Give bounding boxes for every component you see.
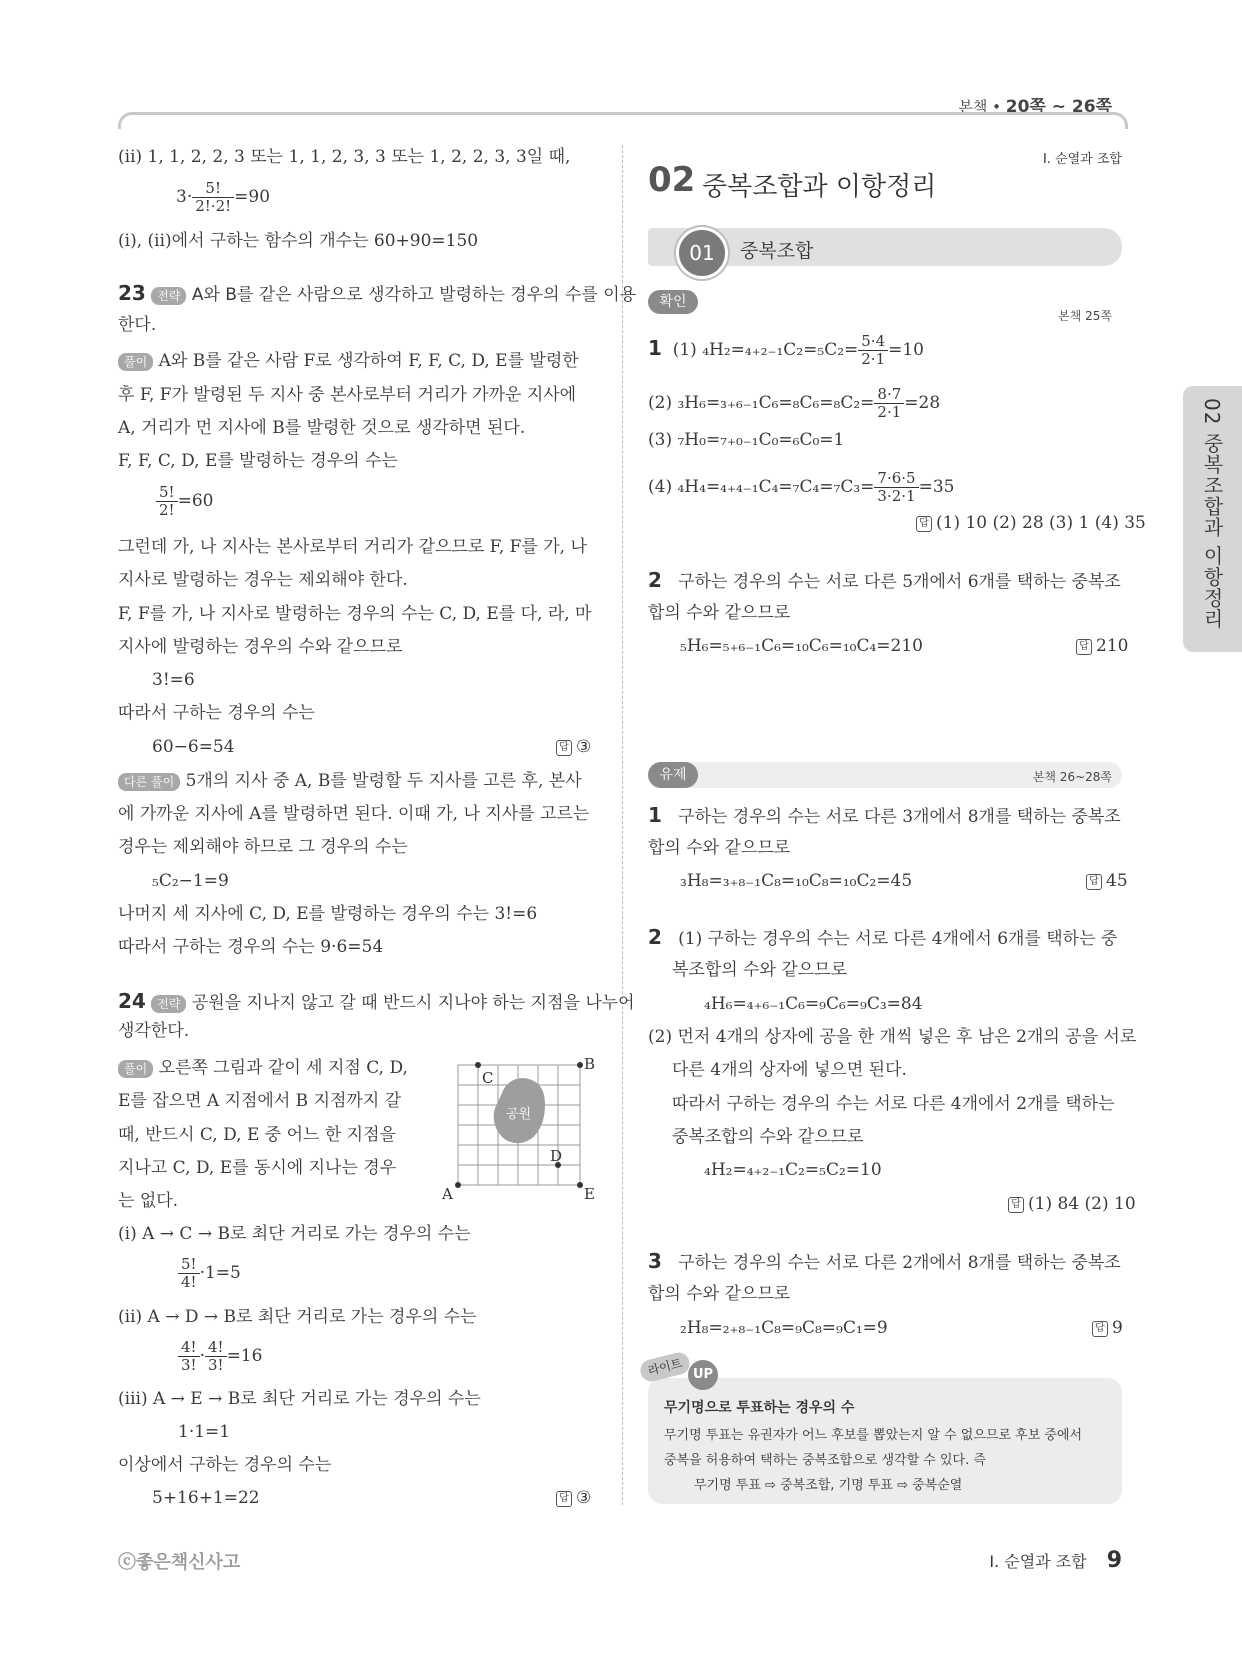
formula-line: (2) ₃H₆=₃₊₆₋₁C₆=₈C₆=₈C₂= $\frac{8\cdot 7}{2\cdot 1}$ =28: [648, 385, 941, 421]
park-label: 공원: [506, 1107, 532, 1122]
solution-tag: 풀이: [118, 353, 153, 371]
confirm-tag: 확인: [648, 290, 698, 314]
text-line: 중복조합의 수와 같으므로: [672, 1127, 864, 1147]
column-divider: [622, 145, 623, 1505]
tip-text: 중복을 허용하여 택하는 중복조합으로 생각할 수 있다. 즉: [664, 1453, 986, 1468]
answer-mark: 답 ③: [556, 1487, 591, 1509]
text-line: 생각한다.: [118, 1021, 190, 1041]
text-line: 그런데 가, 나 지사는 본사로부터 거리가 같으므로 F, F를 가, 나: [118, 537, 587, 557]
text-line: 한다.: [118, 315, 157, 335]
text-line: 지사에 발령하는 경우의 수와 같으므로: [118, 637, 403, 657]
formula-line: (4) ₄H₄=₄₊₄₋₁C₄=₇C₄=₇C₃= $\frac{7\cdot 6\cdot 5}{3\cdot 2\cdot 1}$ =35: [648, 469, 955, 505]
text-line: 따라서 구하는 경우의 수는: [118, 703, 315, 723]
text-line: (ⅰ), (ⅱ)에서 구하는 함수의 개수는 60+90=150: [118, 231, 479, 251]
text-line: 지사로 발령하는 경우는 제외해야 한다.: [118, 570, 408, 590]
answer-mark: 답 9: [1092, 1317, 1123, 1339]
answer-key-icon: 답: [556, 740, 572, 756]
subsection-title: 중복조합: [740, 240, 814, 262]
text-line: 후 F, F가 발령된 두 지사 중 본사로부터 거리가 가까운 지사에: [118, 385, 577, 405]
text-line: (ⅱ) 1, 1, 2, 2, 3 또는 1, 1, 2, 3, 3 또는 1, 2, 2, 3, 3일 때,: [118, 147, 571, 167]
formula-line: ₃H₈=₃₊₈₋₁C₈=₁₀C₈=₁₀C₂=45: [680, 871, 913, 891]
answer-key-icon: 답: [1008, 1197, 1024, 1213]
point-d-label: D: [550, 1147, 563, 1165]
chapter-label: I. 순열과 조합: [1042, 152, 1122, 167]
text-line: 지나고 C, D, E를 동시에 지나는 경우: [118, 1158, 397, 1178]
answer-mark: 답 (1) 84 (2) 10: [1008, 1193, 1136, 1215]
formula-line: (3) ₇H₀=₇₊₀₋₁C₀=₆C₀=1: [648, 430, 845, 450]
tip-title: 무기명으로 투표하는 경우의 수: [664, 1400, 855, 1416]
tip-up-badge: UP: [688, 1360, 718, 1390]
text-line: 2 (1) 구하는 경우의 수는 서로 다른 4개에서 6개를 택하는 중: [648, 925, 1118, 949]
answer-mark: 답 45: [1086, 870, 1128, 892]
text-line: 합의 수와 같으므로: [648, 1284, 791, 1304]
question-24-strategy: 24 전략 공원을 지나지 않고 갈 때 반드시 지나야 하는 지점을 나누어: [118, 989, 635, 1013]
subsection-number: 01: [676, 227, 728, 279]
formula-line: 1·1=1: [178, 1422, 231, 1442]
formula-line: 3· $\frac{5!}{2!\cdot 2!}$ =90: [176, 179, 271, 215]
text-line: 따라서 구하는 경우의 수는 9·6=54: [118, 937, 384, 957]
formula-line: $\frac{4!}{3!}$ · $\frac{4!}{3!}$ =16: [178, 1339, 262, 1374]
tip-badge: 라이트: [638, 1350, 692, 1383]
top-frame-bar: [118, 112, 1128, 129]
formula-line: ₂H₈=₂₊₈₋₁C₈=₉C₈=₉C₁=9: [680, 1318, 888, 1338]
text-line: 는 없다.: [118, 1191, 179, 1211]
grid-park-figure: [440, 1053, 600, 1205]
text-line: F, F를 가, 나 지사로 발령하는 경우의 수는 C, D, E를 다, 라, 마: [118, 604, 592, 624]
formula-line: ₄H₂=₄₊₂₋₁C₂=₅C₂=10: [704, 1160, 882, 1180]
answer-key-icon: 답: [1092, 1321, 1108, 1337]
text-line: A, 거리가 먼 지사에 B를 발령한 것으로 생각하면 된다.: [118, 418, 526, 438]
solution-tag: 풀이: [118, 1060, 153, 1078]
text-line: (ⅱ) A → D → B로 최단 거리로 가는 경우의 수는: [118, 1307, 477, 1327]
answer-key-icon: 답: [916, 516, 932, 532]
text-line: 2 구하는 경우의 수는 서로 다른 5개에서 6개를 택하는 중복조: [648, 568, 1121, 592]
formula-line: 1 (1) ₄H₂=₄₊₂₋₁C₂=₅C₂= $\frac{5\cdot 4}{2\cdot 1}$ =10: [648, 332, 925, 368]
text-line: (ⅲ) A → E → B로 최단 거리로 가는 경우의 수는: [118, 1389, 481, 1409]
formula-line: 60−6=54: [152, 737, 235, 757]
text-line: 합의 수와 같으므로: [648, 603, 791, 623]
text-line: 이상에서 구하는 경우의 수는: [118, 1455, 332, 1475]
strategy-tag: 전략: [151, 995, 186, 1013]
text-line: 3 구하는 경우의 수는 서로 다른 2개에서 8개를 택하는 중복조: [648, 1249, 1121, 1273]
point-c-label: C: [482, 1069, 494, 1087]
text-line: 나머지 세 지사에 C, D, E를 발령하는 경우의 수는 3!=6: [118, 904, 538, 924]
answer-key-icon: 답: [556, 1491, 572, 1507]
formula-line: 5+16+1=22: [152, 1488, 260, 1508]
section-title: 중복조합과 이항정리: [702, 172, 937, 202]
answer-mark: 답 ③: [556, 736, 591, 758]
text-line: (ⅰ) A → C → B로 최단 거리로 가는 경우의 수는: [118, 1224, 471, 1244]
tip-text: 무기명 투표는 유권자가 어느 후보를 뽑았는지 알 수 없으므로 후보 중에서: [664, 1428, 1083, 1443]
text-line: F, F, C, D, E를 발령하는 경우의 수는: [118, 451, 398, 471]
text-line: E를 잡으면 A 지점에서 B 지점까지 갈: [118, 1091, 402, 1111]
text-line: (2) 먼저 4개의 상자에 공을 한 개씩 넣은 후 남은 2개의 공을 서로: [648, 1027, 1137, 1047]
answer-mark: 답 210: [1076, 635, 1128, 657]
answer-key-icon: 답: [1076, 639, 1092, 655]
question-23-strategy: 23 전략 A와 B를 같은 사람으로 생각하고 발령하는 경우의 수를 이용: [118, 281, 637, 305]
point-a-label: A: [442, 1185, 453, 1203]
answer-mark: 답 (1) 10 (2) 28 (3) 1 (4) 35: [916, 512, 1146, 534]
text-line: 경우는 제외해야 하므로 그 경우의 수는: [118, 837, 408, 857]
formula-line: $\frac{5!}{2!}$ =60: [156, 484, 213, 519]
text-line: 풀이 오른쪽 그림과 같이 세 지점 C, D,: [118, 1057, 408, 1079]
text-line: 다른 4개의 상자에 넣으면 된다.: [672, 1060, 907, 1080]
point-b-label: B: [584, 1055, 596, 1073]
section-number: 02: [648, 160, 696, 200]
formula-line: ₅C₂−1=9: [152, 871, 229, 891]
formula-line: ₄H₆=₄₊₆₋₁C₆=₉C₆=₉C₃=84: [704, 994, 923, 1014]
practice-tag: 유제: [648, 762, 698, 788]
formula-line: ₅H₆=₅₊₆₋₁C₆=₁₀C₆=₁₀C₄=210: [680, 636, 923, 656]
footer-chapter: I. 순열과 조합 9: [989, 1548, 1122, 1573]
confirm-ref: 본책 25쪽: [1058, 309, 1112, 323]
text-line: 에 가까운 지사에 A를 발령하면 된다. 이때 가, 나 지사를 고르는: [118, 804, 590, 824]
page-number: 9: [1106, 1548, 1122, 1573]
text-line: 합의 수와 같으므로: [648, 838, 791, 858]
text-line: 1 구하는 경우의 수는 서로 다른 3개에서 8개를 택하는 중복조: [648, 803, 1121, 827]
formula-line: $\frac{5!}{4!}$ ·1=5: [178, 1256, 241, 1291]
strategy-tag: 전략: [151, 287, 186, 305]
page-reference: 본책 • 20쪽 ~ 26쪽: [958, 97, 1112, 117]
publisher-logo: ⓒ좋은책신사고: [118, 1552, 241, 1573]
alt-solution-tag: 다른 풀이: [118, 773, 180, 791]
text-line: 풀이 A와 B를 같은 사람 F로 생각하여 F, F, C, D, E를 발령한: [118, 350, 579, 372]
answer-key-icon: 답: [1086, 874, 1102, 890]
point-e-label: E: [584, 1185, 595, 1203]
text-line: 복조합의 수와 같으므로: [672, 960, 848, 980]
practice-ref: 본책 26~28쪽: [1032, 770, 1112, 784]
tip-text: 무기명 투표 ⇨ 중복조합, 기명 투표 ⇨ 중복순열: [694, 1478, 963, 1493]
text-line: 때, 반드시 C, D, E 중 어느 한 지점을: [118, 1125, 396, 1145]
text-line: 따라서 구하는 경우의 수는 서로 다른 4개에서 2개를 택하는: [672, 1094, 1115, 1114]
chapter-side-tab-label: 02 중복조합과 이항정리: [1200, 398, 1224, 630]
text-line: 다른 풀이 5개의 지사 중 A, B를 발령할 두 지사를 고른 후, 본사: [118, 770, 582, 792]
formula-line: 3!=6: [152, 670, 195, 690]
